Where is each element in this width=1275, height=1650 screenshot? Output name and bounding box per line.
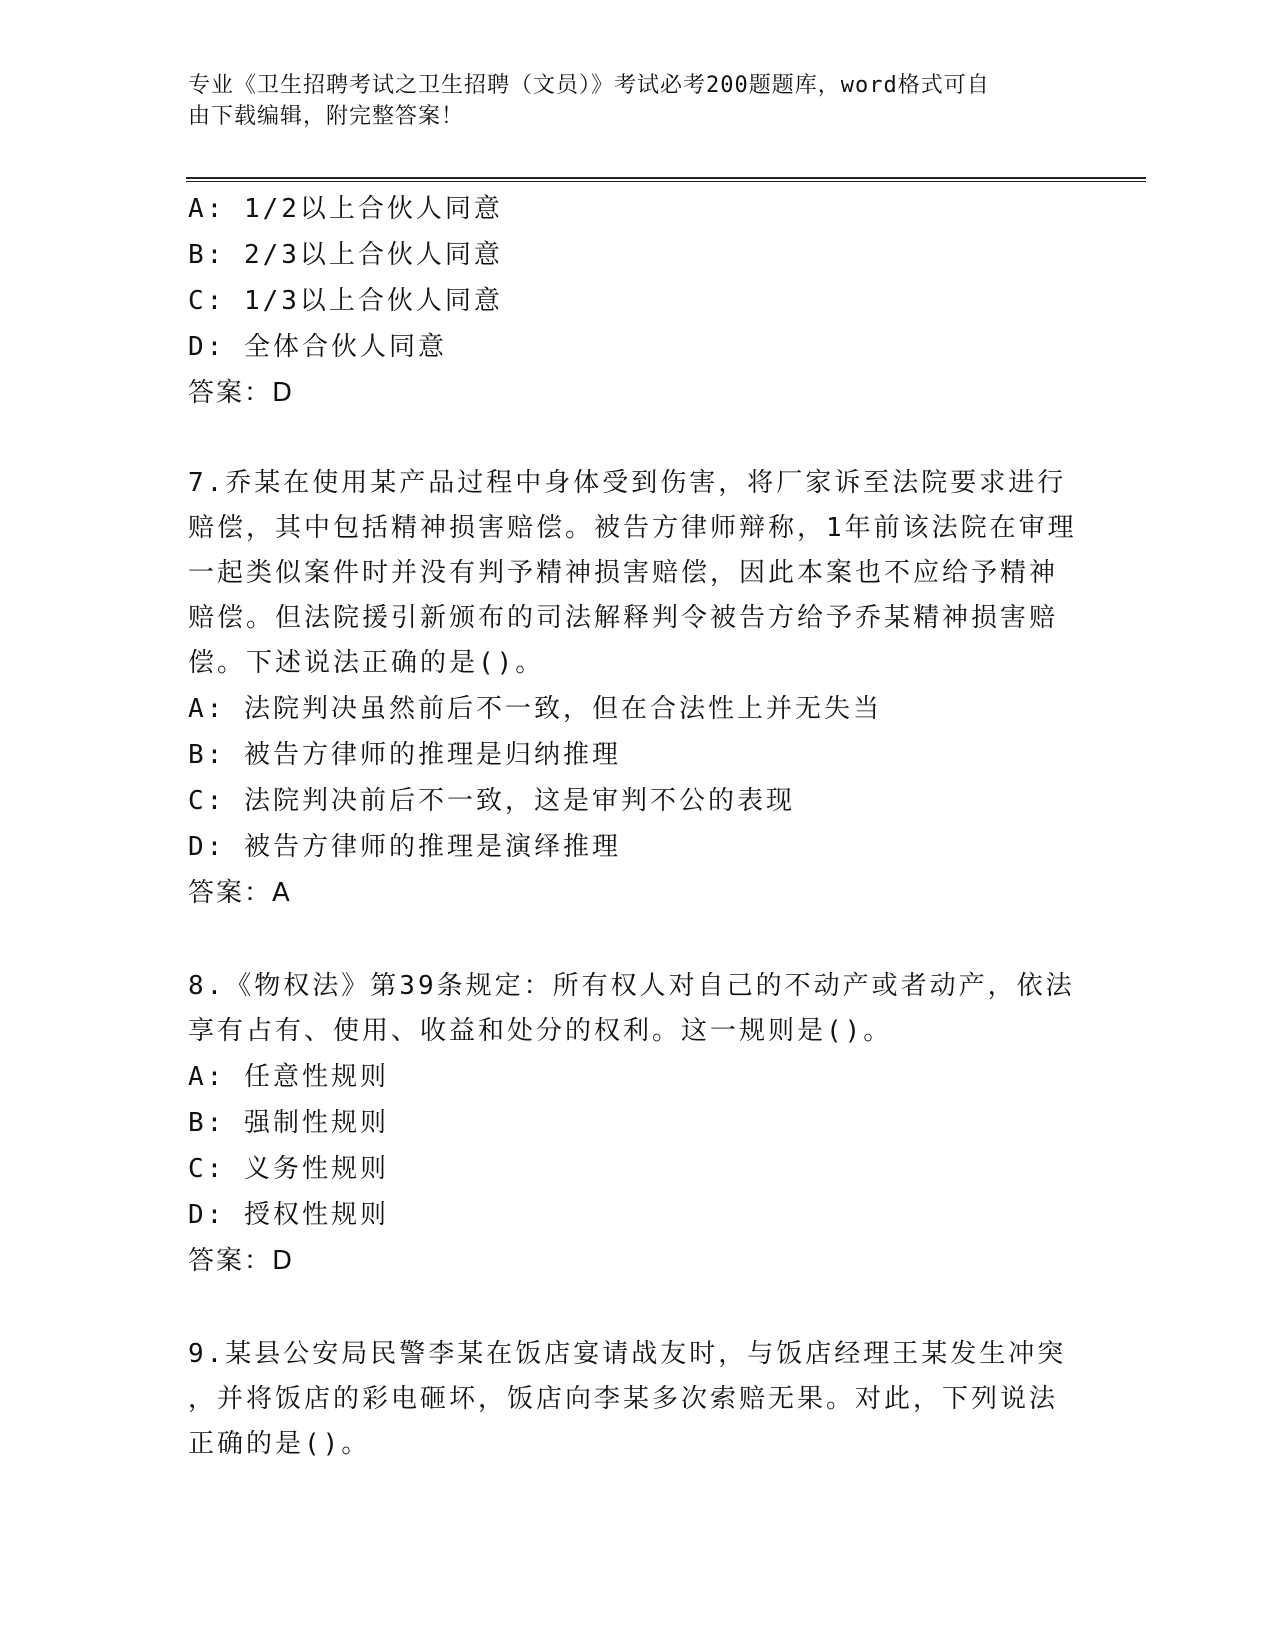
option-b: B: 强制性规则 <box>188 1108 389 1138</box>
question-text-line: 8.《物权法》第39条规定：所有权人对自己的不动产或者动产，依法 <box>188 971 1075 1001</box>
question-7 <box>188 461 1088 916</box>
header-rule-thick <box>186 177 1146 179</box>
option-b: B: 2/3以上合伙人同意 <box>188 240 503 270</box>
question-text-line: 偿。下述说法正确的是()。 <box>188 648 545 678</box>
question-text-line: 9.某县公安局民警李某在饭店宴请战友时，与饭店经理王某发生冲突 <box>188 1339 1067 1369</box>
option-c: C: 法院判决前后不一致，这是审判不公的表现 <box>188 786 795 816</box>
question-text-line: ，并将饭店的彩电砸坏，饭店向李某多次索赔无果。对此，下列说法 <box>188 1384 1059 1414</box>
question-text-line: 正确的是()。 <box>188 1429 371 1459</box>
answer: 答案：D <box>188 378 295 408</box>
answer: 答案：A <box>188 878 292 908</box>
question-9 <box>188 1332 1088 1467</box>
question-text-line: 一起类似案件时并没有判予精神损害赔偿，因此本案也不应给予精神 <box>188 558 1059 588</box>
question-text-line: 赔偿，其中包括精神损害赔偿。被告方律师辩称，1年前该法院在审理 <box>188 513 1077 543</box>
option-d: D: 授权性规则 <box>188 1200 389 1230</box>
option-c: C: 1/3以上合伙人同意 <box>188 286 503 316</box>
option-a: A: 1/2以上合伙人同意 <box>188 194 503 224</box>
option-c: C: 义务性规则 <box>188 1154 389 1184</box>
header-line-2: 由下载编辑，附完整答案！ <box>188 104 465 129</box>
question-text-line: 赔偿。但法院援引新颁布的司法解释判令被告方给予乔某精神损害赔 <box>188 603 1059 633</box>
option-a: A: 法院判决虽然前后不一致，但在合法性上并无失当 <box>188 694 882 724</box>
question-text-line: 享有占有、使用、收益和处分的权利。这一规则是()。 <box>188 1016 893 1046</box>
question-8 <box>188 964 1088 1284</box>
header-line-1: 专业《卫生招聘考试之卫生招聘（文员）》考试必考200题题库，word格式可自 <box>188 73 990 98</box>
question-6-continued <box>188 186 1088 416</box>
header-rule-thin <box>186 181 1146 182</box>
option-a: A: 任意性规则 <box>188 1062 389 1092</box>
question-text-line: 7.乔某在使用某产品过程中身体受到伤害，将厂家诉至法院要求进行 <box>188 468 1067 498</box>
option-d: D: 全体合伙人同意 <box>188 332 447 362</box>
document-body <box>188 186 1088 1467</box>
option-b: B: 被告方律师的推理是归纳推理 <box>188 740 621 770</box>
document-header <box>188 70 1068 132</box>
answer: 答案：D <box>188 1246 295 1276</box>
option-d: D: 被告方律师的推理是演绎推理 <box>188 832 621 862</box>
